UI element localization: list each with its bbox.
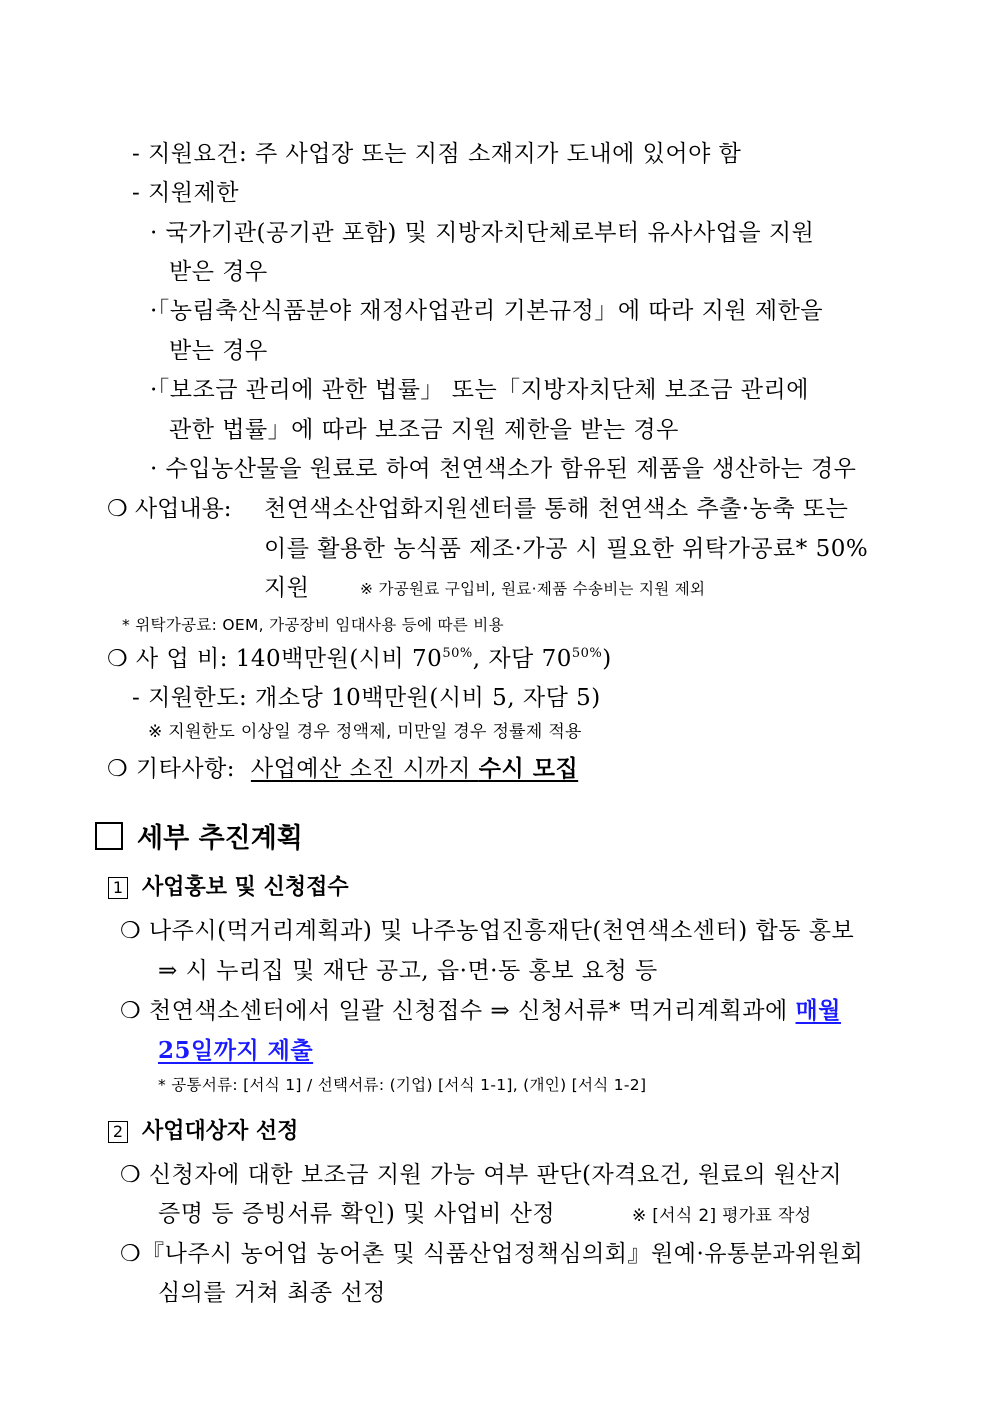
line-limit-item-1-cont: [0, 261, 992, 284]
line-support-limit-heading: [0, 182, 992, 205]
text: ❍ 천연색소센터에서 일괄 신청접수 ⇒ 신청서류* 먹거리계획과에: [120, 998, 788, 1024]
text: ·「농림축산식품분야 재정사업관리 기본규정」에 따라 지원 제한을: [150, 298, 824, 324]
business-cost-line: [107, 648, 612, 671]
superscript: 50%: [442, 646, 473, 661]
text: ⇒ 시 누리집 및 재단 공고, 읍·면·동 홍보 요청 등: [158, 958, 658, 984]
text: · 국가기관(공기관 포함) 및 지방자치단체로부터 유사사업을 지원: [150, 220, 815, 246]
note-text: ※ 가공원료 구입비, 원료·제품 수송비는 지원 제외: [360, 580, 706, 598]
subsection-title: 사업홍보 및 신청접수: [142, 875, 349, 900]
text: ): [602, 646, 612, 672]
text: 관한 법률」에 따라 보조금 지원 제한을 받는 경우: [169, 417, 679, 443]
text: 이를 활용한 농식품 제조·가공 시 필요한 위탁가공료* 50%: [264, 536, 869, 562]
line-support-cap: [0, 687, 992, 710]
line-limit-item-4: [0, 458, 992, 481]
section-heading: [95, 822, 303, 852]
bold-underlined-text: 수시 모집: [478, 755, 579, 782]
underlined-text: 사업예산 소진 시까지: [250, 756, 471, 782]
business-content-line-1: [264, 498, 848, 521]
number-box-1: 1: [108, 877, 128, 899]
review-note: [632, 1208, 811, 1225]
line-application: [0, 999, 992, 1023]
text: ❍ 사 업 비: 140백만원(시비 70: [107, 646, 443, 672]
text: ❍ 나주시(먹거리계획과) 및 나주농업진흥재단(천연색소센터) 합동 홍보: [120, 918, 855, 944]
label-text: ❍ 기타사항:: [107, 756, 236, 782]
deadline-highlight: 25일까지 제출: [158, 1037, 314, 1064]
line-committee: [0, 1243, 992, 1266]
text: 받은 경우: [169, 259, 268, 285]
footnote-processing-fee: [122, 618, 504, 634]
text: 심의를 거쳐 최종 선정: [158, 1280, 386, 1306]
text: ❍ 신청자에 대한 보조금 지원 가능 여부 판단(자격요건, 원료의 원산지: [120, 1162, 843, 1188]
note-text: ※ [서식 2] 평가표 작성: [632, 1206, 812, 1226]
line-review: [0, 1164, 992, 1187]
line-limit-item-2-cont: [0, 340, 992, 363]
line-support-requirement: [0, 143, 992, 166]
text: 받는 경우: [169, 338, 268, 364]
text: - 지원제한: [132, 180, 239, 206]
text: - 지원한도: 개소당 10백만원(시비 5, 자담 5): [132, 685, 601, 711]
line-promotion-cont: [0, 960, 992, 983]
section-title: 세부 추진계획: [137, 823, 303, 854]
subsection-1-heading: [108, 877, 349, 899]
business-content-line-2: [264, 538, 868, 561]
line-review-cont: [0, 1203, 992, 1226]
support-cap-note: [148, 724, 582, 741]
text: ❍『나주시 농어업 농어촌 및 식품산업정책심의회』원예·유통분과위원회: [120, 1241, 864, 1267]
other-matters-line: [107, 757, 578, 781]
text: 지원: [264, 575, 310, 601]
line-committee-cont: [0, 1282, 992, 1305]
line-promotion: [0, 920, 992, 943]
footnote-documents: [158, 1078, 646, 1094]
text: · 수입농산물을 원료로 하여 천연색소가 함유된 제품을 생산하는 경우: [150, 456, 857, 482]
superscript: 50%: [571, 646, 603, 661]
line-application-cont: [0, 1039, 992, 1063]
square-checkbox-icon: [95, 822, 123, 850]
footnote-text: * 공통서류: [서식 1] / 선택서류: (기업) [서식 1-1], (개인) [서식 1-2]: [158, 1076, 647, 1094]
business-content-line-3: [264, 577, 309, 600]
business-content-note: [360, 582, 705, 598]
line-limit-item-2: [0, 300, 992, 323]
subsection-2-heading: [108, 1121, 298, 1143]
text: - 지원요건: 주 사업장 또는 지점 소재지가 도내에 있어야 함: [132, 141, 742, 167]
line-limit-item-3: [0, 379, 992, 402]
line-limit-item-1: [0, 222, 992, 245]
line-limit-item-3-cont: [0, 419, 992, 442]
text: 천연색소산업화지원센터를 통해 천연색소 추출·농축 또는: [264, 496, 849, 522]
text: 증명 등 증빙서류 확인) 및 사업비 산정: [158, 1201, 556, 1227]
monthly-highlight: 매월: [795, 997, 841, 1024]
number-box-2: 2: [108, 1121, 128, 1143]
subsection-title: 사업대상자 선정: [142, 1119, 299, 1144]
note-text: ※ 지원한도 이상일 경우 정액제, 미만일 경우 정률제 적용: [148, 722, 582, 742]
label-text: ❍ 사업내용:: [107, 496, 232, 522]
text: , 자담 70: [472, 646, 572, 672]
footnote-text: * 위탁가공료: OEM, 가공장비 임대사용 등에 따른 비용: [122, 616, 504, 634]
business-content-label: [107, 498, 232, 521]
text: ·「보조금 관리에 관한 법률」 또는「지방자치단체 보조금 관리에: [150, 377, 809, 403]
